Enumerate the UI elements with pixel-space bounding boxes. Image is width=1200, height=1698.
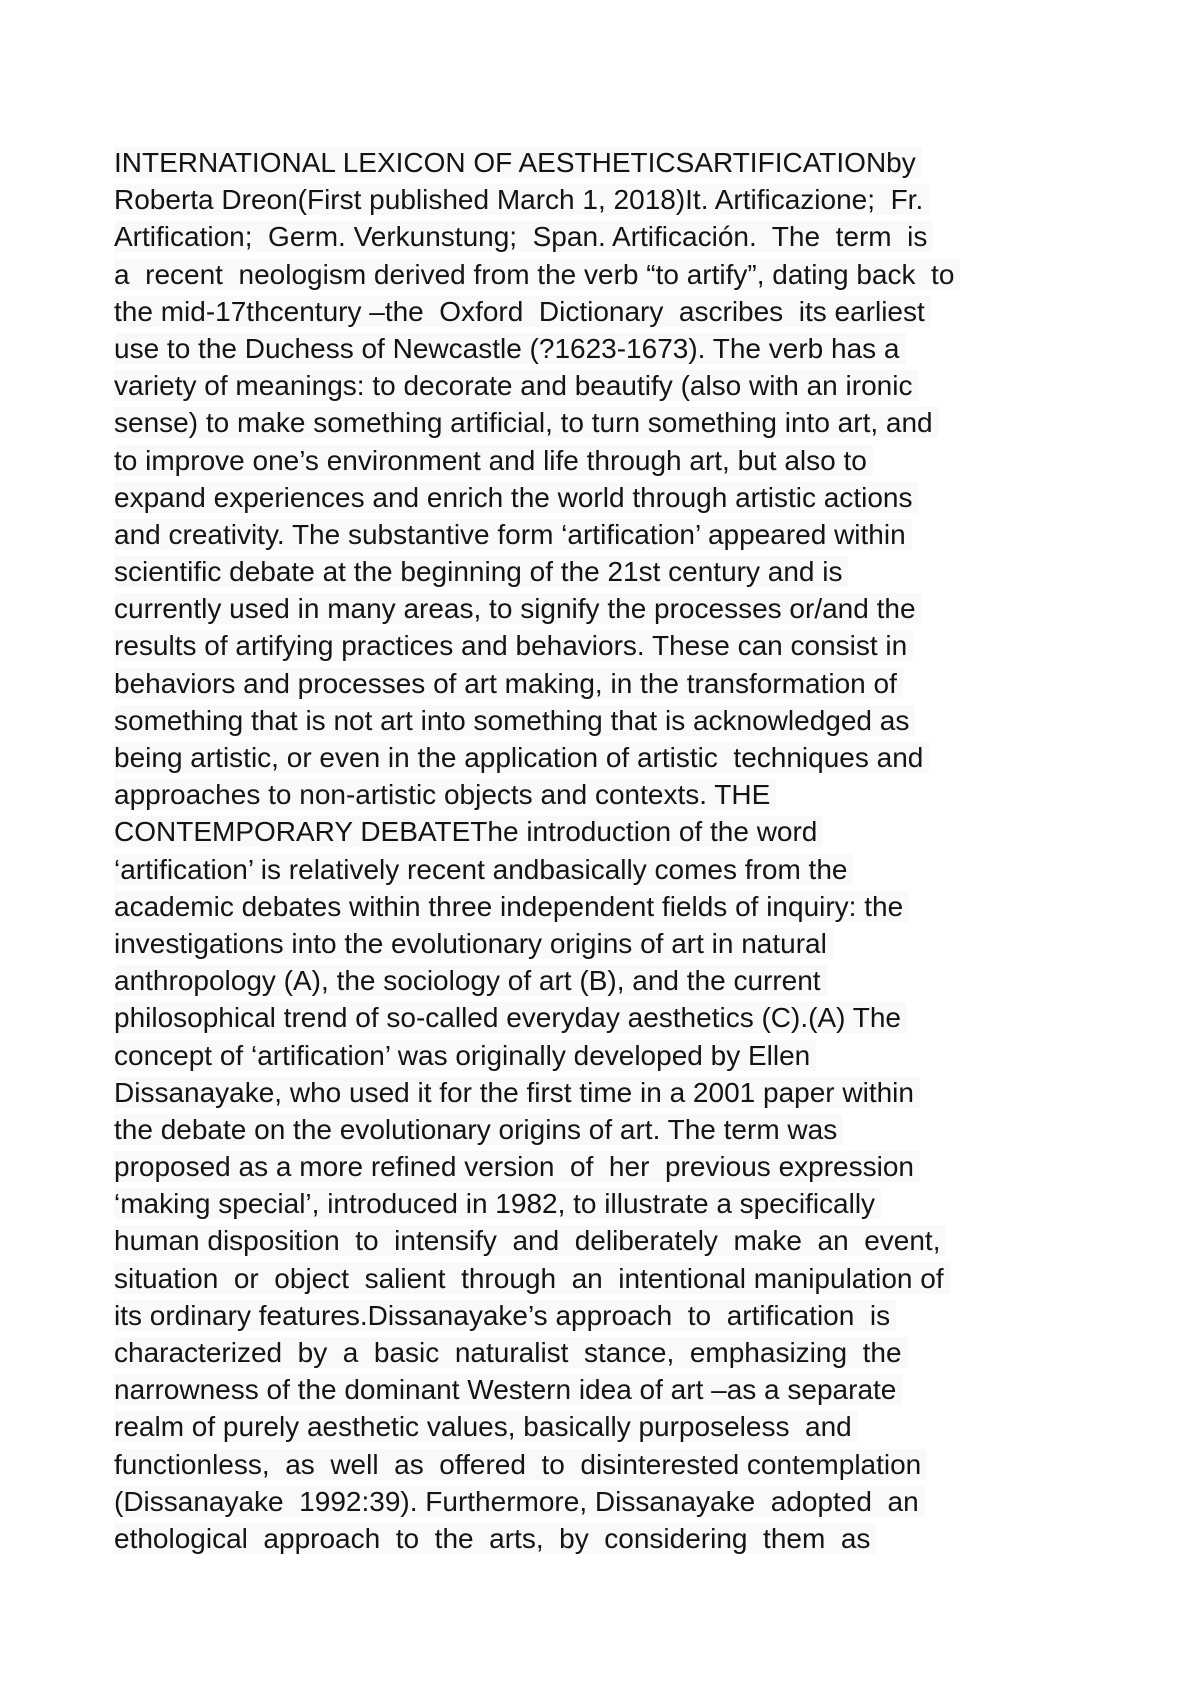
text-line: the mid-17thcentury –the Oxford Dictionary ascribes its earliest [114, 293, 1114, 330]
text-line: functionless, as well as offered to disinterested contemplation [114, 1446, 1114, 1483]
text-line: behaviors and processes of art making, in the transformation of [114, 665, 1114, 702]
text-line: results of artifying practices and behaviors. These can consist in [114, 627, 1114, 664]
text-line: ‘making special’, introduced in 1982, to illustrate a specifically [114, 1185, 1114, 1222]
text-line: Dissanayake, who used it for the first time in a 2001 paper within [114, 1074, 1114, 1111]
text-line: a recent neologism derived from the verb “to artify”, dating back to [114, 256, 1114, 293]
text-line: INTERNATIONAL LEXICON OF AESTHETICSARTIFICATIONby [114, 144, 1114, 181]
text-line: its ordinary features.Dissanayake’s approach to artification is [114, 1297, 1114, 1334]
text-line: sense) to make something artificial, to turn something into art, and [114, 404, 1114, 441]
text-line: philosophical trend of so-called everyday aesthetics (C).(A) The [114, 999, 1114, 1036]
body-text [114, 144, 1114, 1557]
text-line: CONTEMPORARY DEBATEThe introduction of the word [114, 813, 1114, 850]
text-line: Artification; Germ. Verkunstung; Span. Artificación. The term is [114, 218, 1114, 255]
text-line: something that is not art into something that is acknowledged as [114, 702, 1114, 739]
text-line: to improve one’s environment and life through art, but also to [114, 442, 1114, 479]
text-line: anthropology (A), the sociology of art (B), and the current [114, 962, 1114, 999]
text-line: scientific debate at the beginning of the 21st century and is [114, 553, 1114, 590]
text-line: proposed as a more refined version of her previous expression [114, 1148, 1114, 1185]
text-line: realm of purely aesthetic values, basically purposeless and [114, 1408, 1114, 1445]
text-line: narrowness of the dominant Western idea of art –as a separate [114, 1371, 1114, 1408]
text-line: variety of meanings: to decorate and beautify (also with an ironic [114, 367, 1114, 404]
text-line: being artistic, or even in the application of artistic techniques and [114, 739, 1114, 776]
text-line: characterized by a basic naturalist stance, emphasizing the [114, 1334, 1114, 1371]
text-line: approaches to non-artistic objects and contexts. THE [114, 776, 1114, 813]
text-line: and creativity. The substantive form ‘artification’ appeared within [114, 516, 1114, 553]
text-line: (Dissanayake 1992:39). Furthermore, Dissanayake adopted an [114, 1483, 1114, 1520]
text-line: concept of ‘artification’ was originally developed by Ellen [114, 1037, 1114, 1074]
text-line: ethological approach to the arts, by considering them as [114, 1520, 1114, 1557]
text-line: Roberta Dreon(First published March 1, 2018)It. Artificazione; Fr. [114, 181, 1114, 218]
text-line: investigations into the evolutionary origins of art in natural [114, 925, 1114, 962]
text-line: currently used in many areas, to signify the processes or/and the [114, 590, 1114, 627]
text-line: academic debates within three independent fields of inquiry: the [114, 888, 1114, 925]
text-line: human disposition to intensify and deliberately make an event, [114, 1222, 1114, 1259]
text-line: situation or object salient through an intentional manipulation of [114, 1260, 1114, 1297]
text-line: ‘artification’ is relatively recent andbasically comes from the [114, 851, 1114, 888]
text-line: expand experiences and enrich the world through artistic actions [114, 479, 1114, 516]
text-line: the debate on the evolutionary origins of art. The term was [114, 1111, 1114, 1148]
text-line: use to the Duchess of Newcastle (?1623-1673). The verb has a [114, 330, 1114, 367]
